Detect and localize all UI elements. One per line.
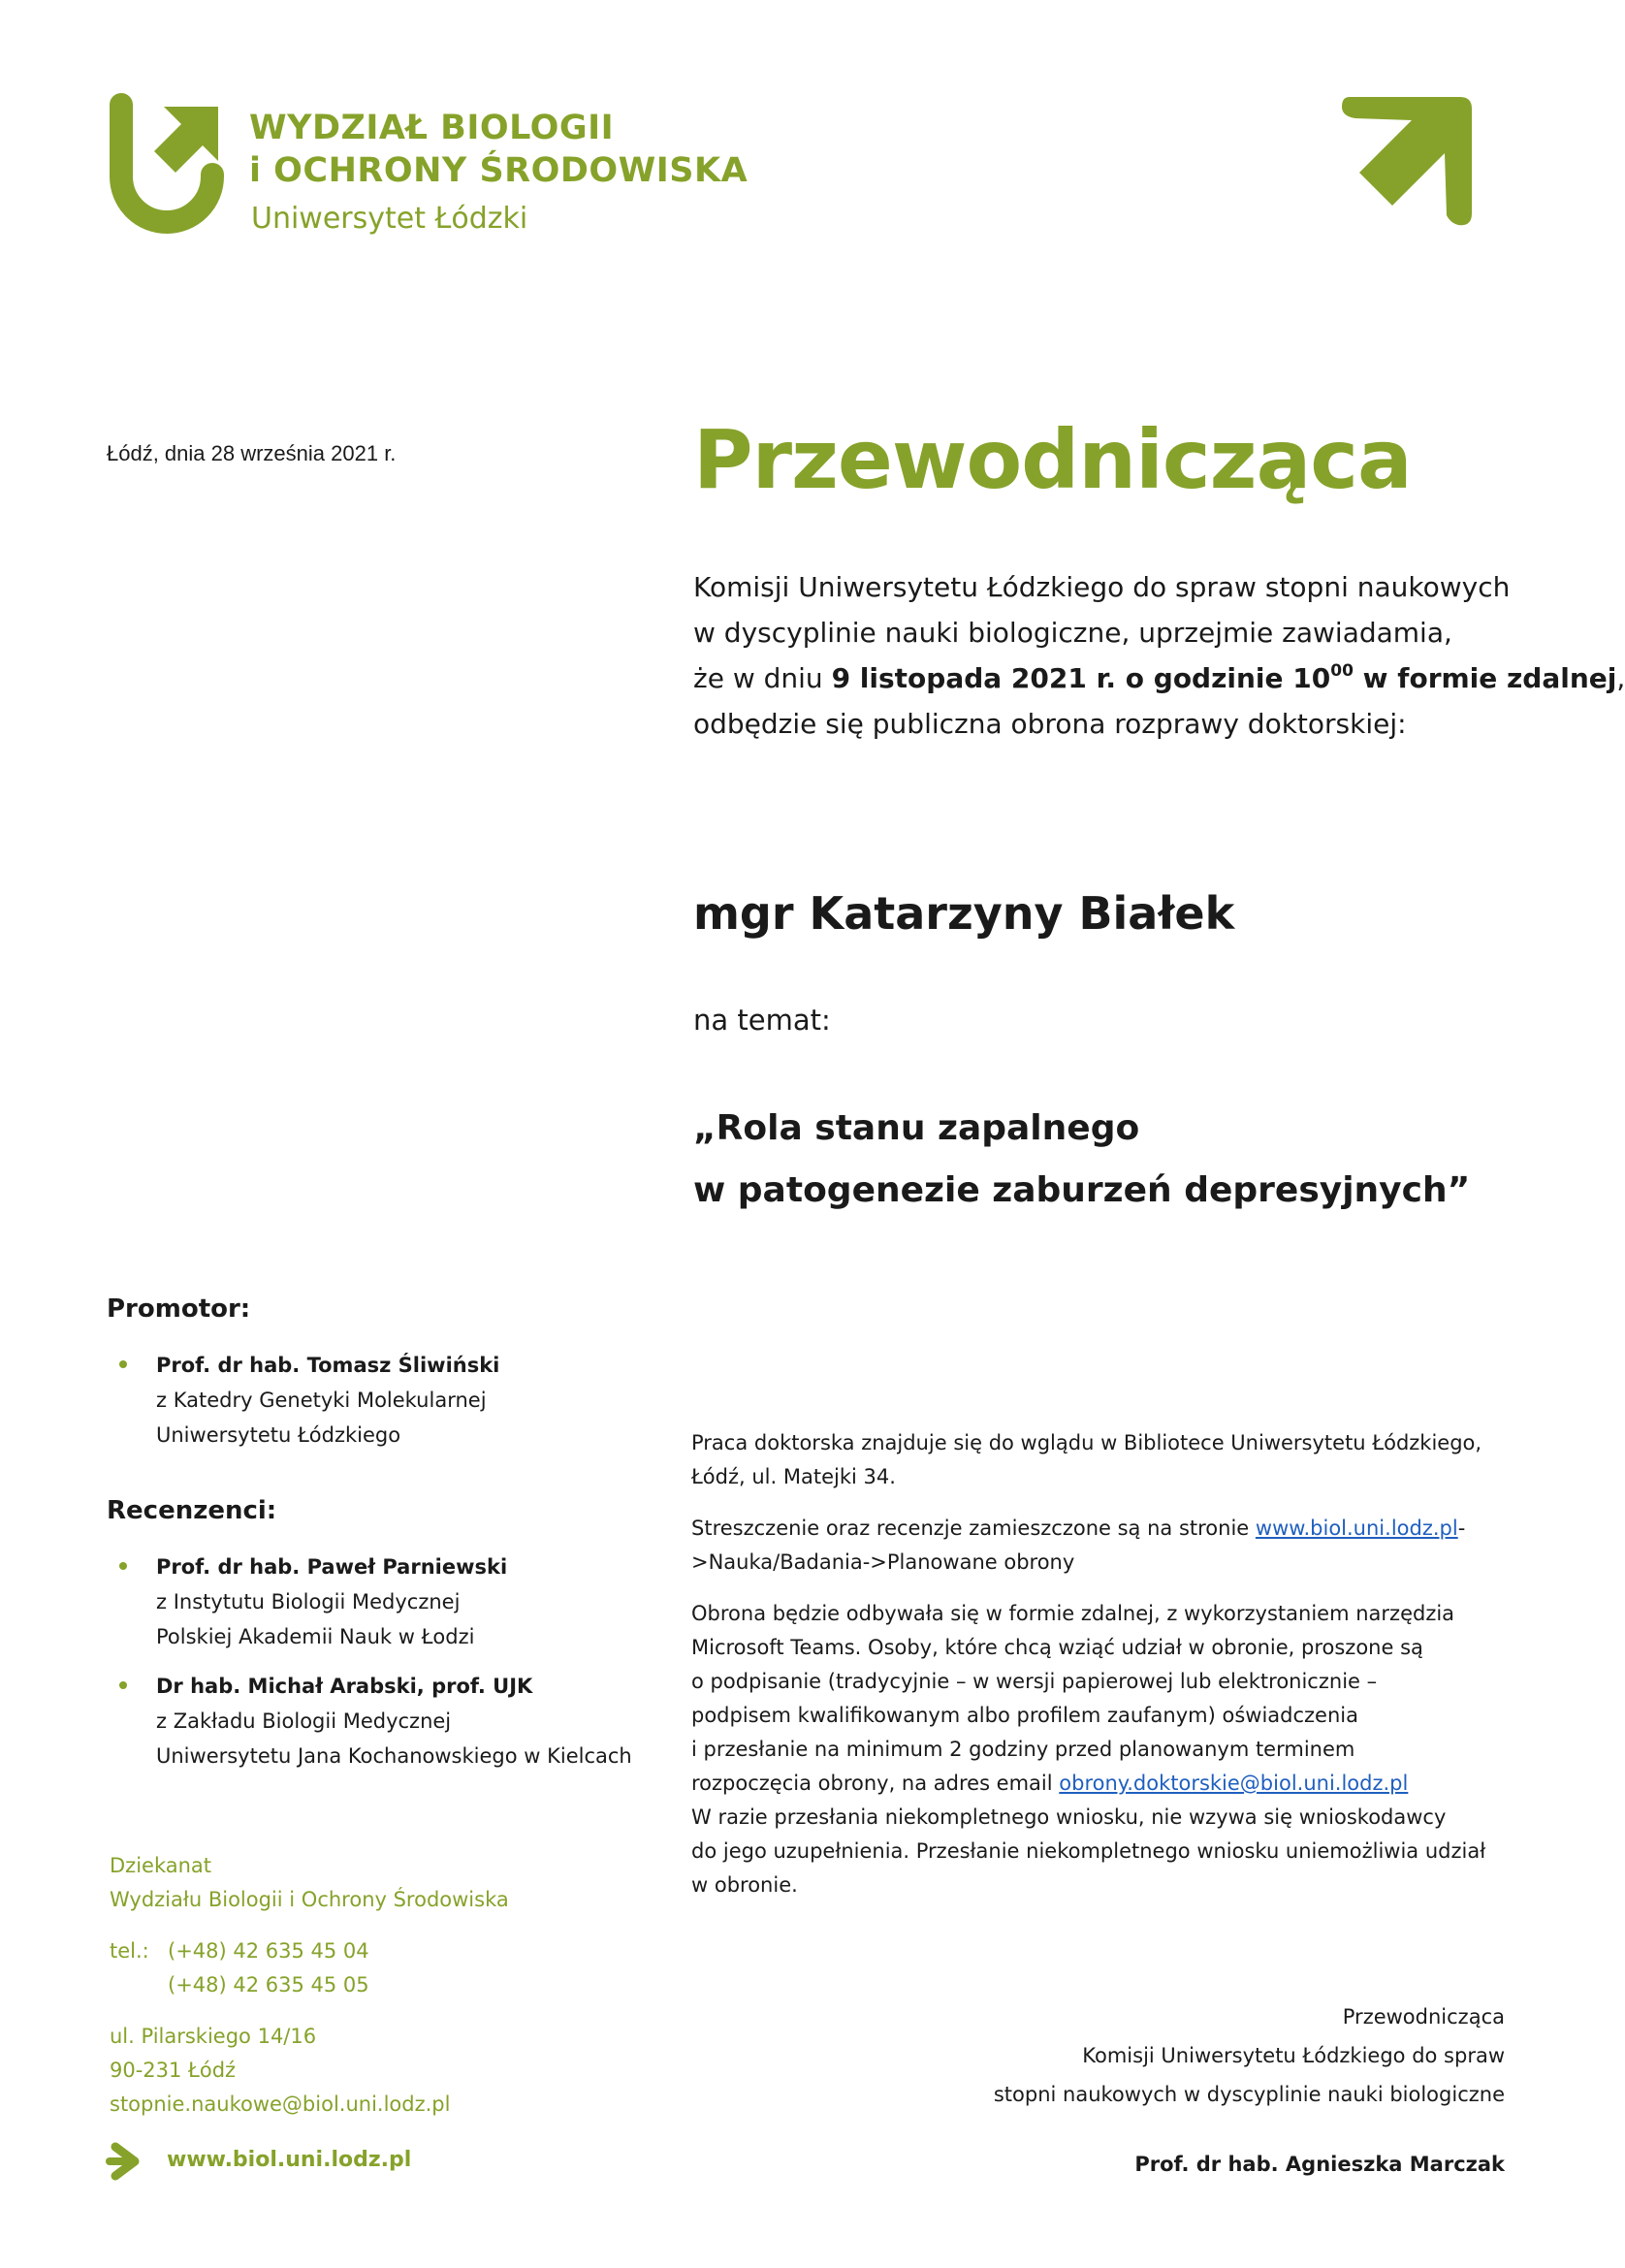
person-name: Dr hab. Michał Arabski, prof. UJK — [156, 1675, 533, 1698]
promotor-entry — [156, 1348, 499, 1453]
signature-block — [994, 1997, 1505, 2184]
thesis-topic — [693, 1098, 1470, 1222]
topic-label: na temat: — [693, 1004, 831, 1037]
dean-office-contact — [110, 1849, 509, 2122]
defense-info — [691, 1426, 1564, 1920]
candidate-name: mgr Katarzyny Białek — [693, 887, 1235, 940]
arrow-up-right-icon — [1338, 95, 1474, 229]
signer-name: Prof. dr hab. Agnieszka Marczak — [1134, 2153, 1505, 2176]
person-name: Prof. dr hab. Tomasz Śliwiński — [156, 1354, 500, 1377]
library-info: Praca doktorska znajduje się do wglądu w Bibliotece Uniwersytetu Łódzkiego, Łódź, ul. Matejki 34. — [691, 1431, 1482, 1488]
reviewers-heading: Recenzenci: — [107, 1496, 277, 1525]
intro-line: odbędzie się publiczna obrona rozprawy doktorskiej: — [693, 708, 1407, 740]
person-affiliation: z Instytutu Biologii Medycznej — [156, 1590, 461, 1613]
contact-phone-2: (+48) 42 635 45 05 — [168, 1973, 369, 1996]
contact-address: 90-231 Łódź — [110, 2059, 237, 2082]
faculty-website-link[interactable]: www.biol.uni.lodz.pl — [1255, 1517, 1458, 1540]
bullet-icon — [119, 1562, 127, 1570]
promotor-heading: Promotor: — [107, 1294, 251, 1324]
contact-line: Dziekanat — [110, 1854, 212, 1877]
logo-title-line1: WYDZIAŁ BIOLOGII — [249, 109, 615, 147]
intro-line: w dyscyplinie nauki biologiczne, uprzejmie zawiadamia, — [693, 617, 1452, 649]
abstract-info: Streszczenie oraz recenzje zamieszczone są na stronie www.biol.uni.lodz.pl- >Nauka/Badania->Planowane obrony — [691, 1517, 1466, 1574]
defense-date-time: 9 listopada 2021 r. o godzinie $10^{00}$ w formie zdalnej — [831, 661, 1617, 694]
logo-subtitle: Uniwersytet Łódzki — [251, 202, 528, 236]
reviewer-entry — [156, 1669, 632, 1773]
intro-line-date: że w dniu 9 listopada 2021 r. o godzinie $10^{00}$ w formie zdalnej, — [693, 661, 1625, 694]
document-date: Łódź, dnia 28 września 2021 r. — [107, 441, 397, 465]
thesis-topic-line: „Rola stanu zapalnego — [693, 1108, 1140, 1148]
contact-line: Wydziału Biologii i Ochrony Środowiska — [110, 1888, 509, 1911]
signature-title: stopni naukowych w dyscyplinie nauki biologiczne — [993, 2083, 1505, 2106]
person-affiliation: z Katedry Genetyki Molekularnej — [156, 1389, 487, 1412]
signature-title: Komisji Uniwersytetu Łódzkiego do spraw — [1082, 2044, 1505, 2067]
intro-line: Komisji Uniwersytetu Łódzkiego do spraw stopni naukowych — [693, 571, 1511, 603]
reviewer-entry — [156, 1549, 507, 1654]
person-affiliation: Polskiej Akademii Nauk w Łodzi — [156, 1625, 475, 1648]
defense-email-link[interactable]: obrony.doktorskie@biol.uni.lodz.pl — [1059, 1772, 1409, 1795]
person-affiliation: Uniwersytetu Jana Kochanowskiego w Kielcach — [156, 1744, 632, 1768]
bullet-icon — [119, 1681, 127, 1689]
contact-phone-1: tel.: (+48) 42 635 45 04 — [110, 1939, 369, 1963]
person-affiliation: Uniwersytetu Łódzkiego — [156, 1423, 401, 1447]
remote-defense-info: Obrona będzie odbywała się w formie zdalnej, z wykorzystaniem narzędzia Microsoft Teams. Osoby, które chcą wziąć udział w obronie, proszone są o podpisanie (tradycyjnie – w wersji papierowej lub elektronicznie – podpisem kwalifikowanym albo profilem zaufanym) oświadczenia i przesłanie na minimum 2 godziny przed planowanym terminem rozpoczęcia obrony, na adres email obrony.doktorskie@biol.uni.lodz.pl W razie przesłania niekompletnego wniosku, nie wzywa się wnioskodawcy do jego uzupełnienia. Przesłanie niekompletnego wniosku uniemożliwia udział w obronie. — [691, 1602, 1486, 1897]
page-title: Przewodnicząca — [693, 412, 1412, 507]
signature-title: Przewodnicząca — [1342, 2005, 1505, 2028]
person-name: Prof. dr hab. Paweł Parniewski — [156, 1555, 508, 1579]
bullet-icon — [119, 1360, 127, 1368]
announcement-intro — [693, 564, 1625, 747]
contact-email[interactable]: stopnie.naukowe@biol.uni.lodz.pl — [110, 2092, 451, 2116]
person-affiliation: z Zakładu Biologii Medycznej — [156, 1709, 452, 1733]
footer-website-link[interactable]: www.biol.uni.lodz.pl — [167, 2148, 412, 2172]
u-arrow-logo-icon — [110, 105, 224, 240]
arrow-right-icon — [108, 2143, 143, 2180]
contact-address: ul. Pilarskiego 14/16 — [110, 2025, 317, 2048]
faculty-logo — [110, 105, 749, 240]
logo-title-line2: i OCHRONY ŚRODOWISKA — [249, 151, 749, 190]
thesis-topic-line: w patogenezie zaburzeń depresyjnych” — [693, 1170, 1471, 1210]
